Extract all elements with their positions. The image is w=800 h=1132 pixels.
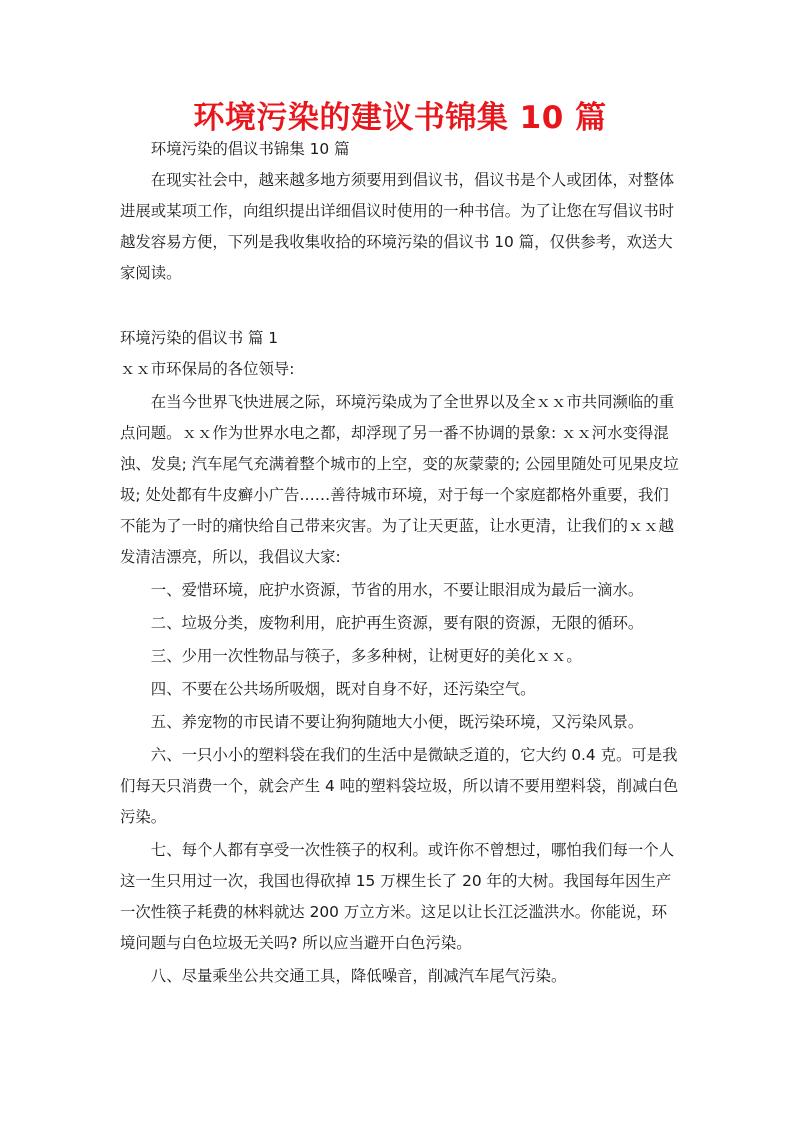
list-item: 一、爱惜环境，庇护水资源，节省的用水，不要让眼泪成为最后一滴水。: [150, 581, 644, 599]
list-item: 八、尽量乘坐公共交通工具，降低噪音，削减汽车尾气污染。: [150, 967, 567, 985]
section-heading: 环境污染的倡议书 篇 1: [120, 329, 279, 347]
list-item: 四、不要在公共场所吸烟，既对自身不好，还污染空气。: [150, 680, 536, 698]
list-item: 三、少用一次性物品与筷子，多多种树，让树更好的美化ｘｘ。: [150, 647, 582, 665]
document-title: 环境污染的建议书锦集 10 篇: [193, 100, 607, 136]
list-item: 六、一只小小的塑料袋在我们的生活中是微缺乏道的，它大约 0.4 克。可是我们每天只消费一个，就会产生 4 吨的塑料袋垃圾，所以请不要用塑料袋，削减白色污染。: [120, 746, 679, 826]
paragraph-spacer: [120, 289, 680, 320]
salutation: ｘｘ市环保局的各位领导:: [120, 360, 295, 378]
document-body: [120, 134, 680, 992]
list-item: 五、养宠物的市民请不要让狗狗随地大小便，既污染环境，又污染风景。: [150, 713, 644, 731]
list-item: 七、每个人都有享受一次性筷子的权利。或许你不曾想过，哪怕我们每一个人这一生只用过一次，我国也得砍掉 15 万棵生长了 20 年的大树。我国每年因生产一次性筷子耗费的林料就达 200 万立方米。这足以让长江泛滥洪水。你能说，环境问题与白色垃圾无关吗? 所以应当避开白色污染。: [120, 841, 675, 952]
intro-paragraph: 在现实社会中，越来越多地方须要用到倡议书，倡议书是个人或团体，对整体进展或某项工作，向组织提出详细倡议时使用的一种书信。为了让您在写倡议书时越发容易方便，下列是我收集收拾的环境污染的倡议书 10 篇，仅供参考，欢送大家阅读。: [120, 171, 675, 282]
body-paragraph: 在当今世界飞快进展之际，环境污染成为了全世界以及全ｘｘ市共同濒临的重点问题。ｘｘ作为世界水电之都，却浮现了另一番不协调的景象: ｘｘ河水变得混浊、发臭; 汽车尾气充满着整个城市的上空，变的灰蒙蒙的; 公园里随处可见果皮垃圾; 处处都有牛皮癣小广告……善待城市环境，对于每一个家庭都格外重要，我们不能为了一时的痛快给自己带来灾害。为了让天更蓝，让水更清，让我们的ｘｘ越发清洁漂亮，所以，我倡议大家:: [120, 393, 679, 566]
document-subtitle: 环境污染的倡议书锦集 10 篇: [150, 140, 350, 158]
list-item: 二、垃圾分类，废物利用，庇护再生资源，要有限的资源，无限的循环。: [150, 614, 644, 632]
